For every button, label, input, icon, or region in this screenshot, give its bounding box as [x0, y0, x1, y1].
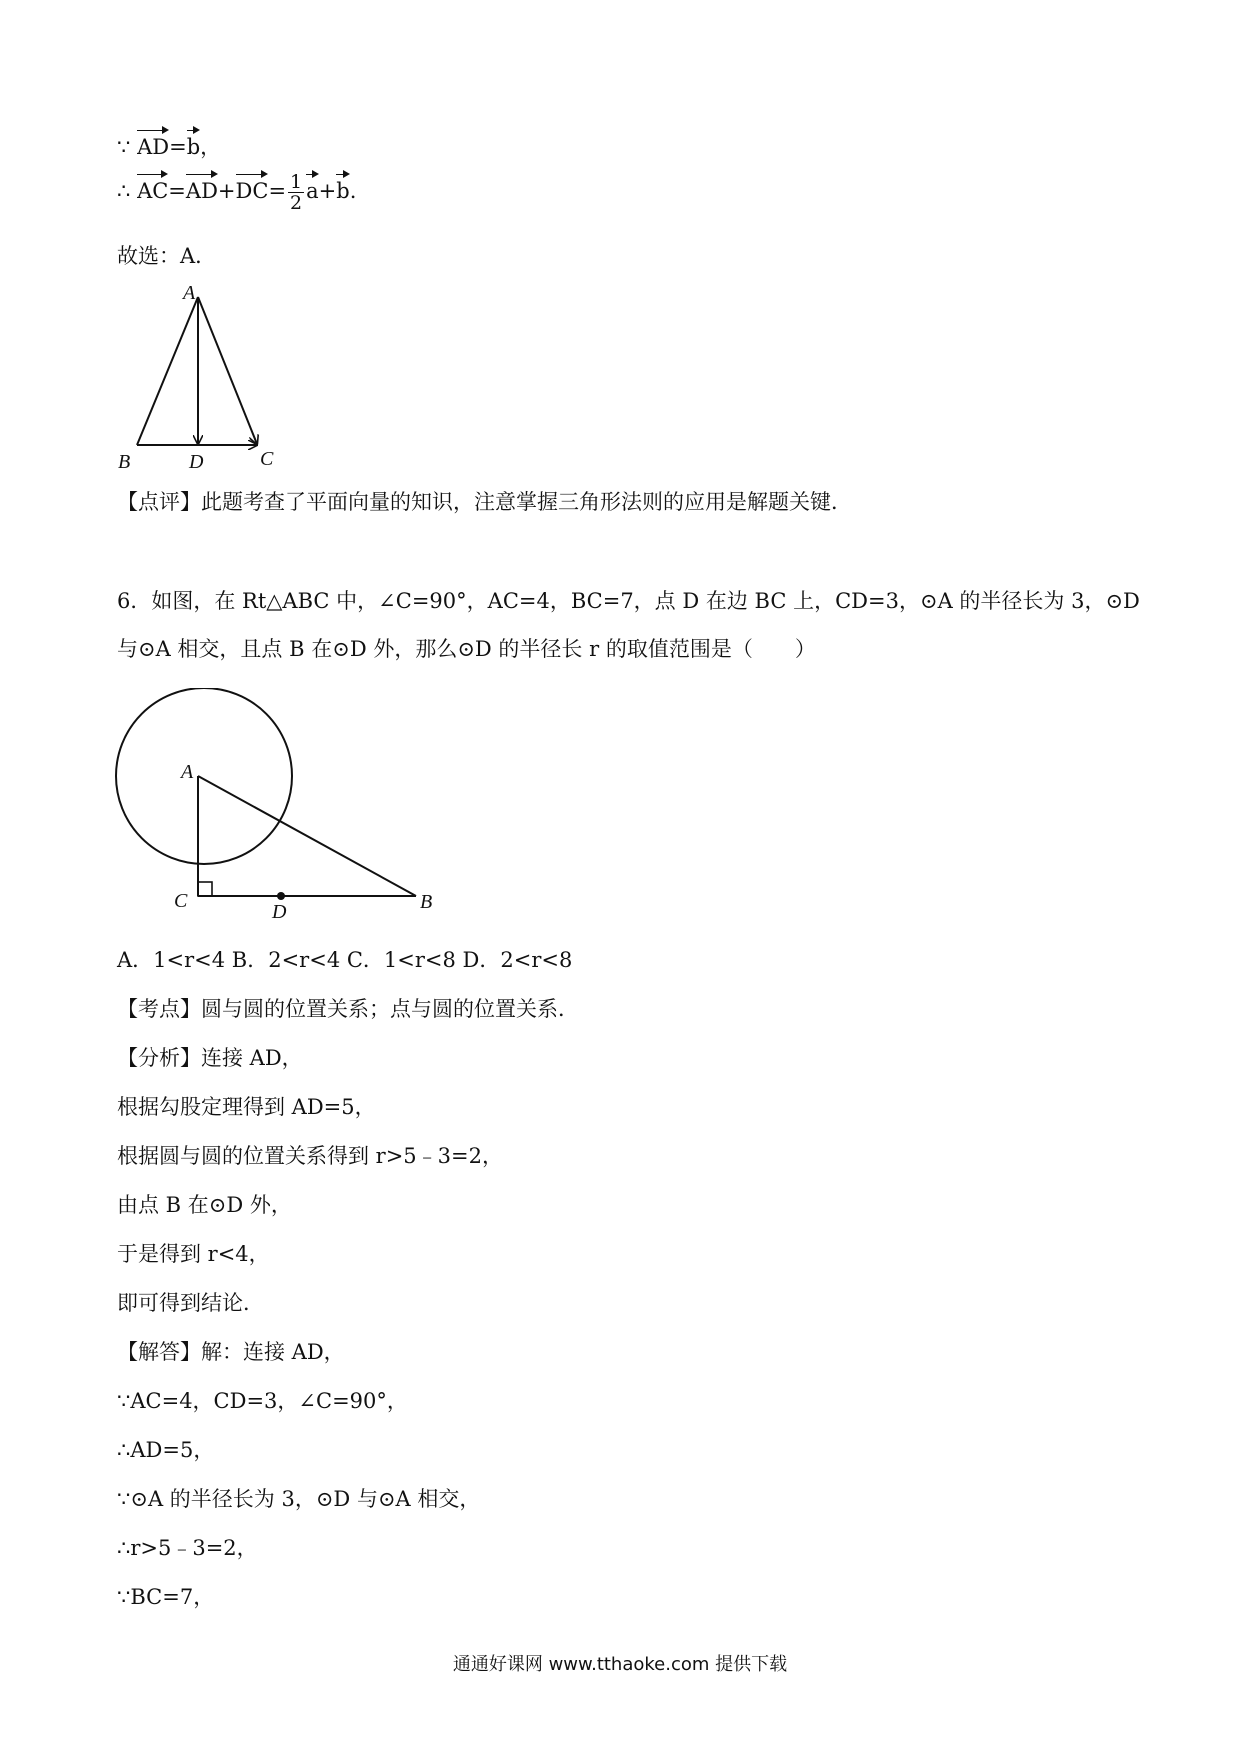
fraction-numerator: 1: [290, 171, 303, 193]
question-6-line-1: 6．如图，在 Rt△ABC 中，∠C=90°，AC=4，BC=7，点 D 在边 BC 上，CD=3，⊙A 的半径长为 3，⊙D: [117, 589, 1140, 613]
analysis-line: 【分析】连接 AD，: [117, 1046, 303, 1070]
analysis-step: 即可得到结论．: [117, 1291, 264, 1315]
equals-sign: =: [268, 179, 287, 203]
plus-sign: +: [217, 179, 236, 203]
label-d: D: [189, 451, 204, 473]
punctuation: .: [349, 179, 357, 203]
equals-sign: =: [169, 135, 187, 159]
label-b: B: [420, 891, 433, 913]
analysis-step: 根据圆与圆的位置关系得到 r>5﹣3=2，: [117, 1144, 503, 1168]
circle-triangle-figure: [110, 688, 450, 920]
label-c: C: [260, 448, 274, 470]
therefore-symbol: ∴: [117, 179, 131, 203]
label-a: A: [181, 761, 194, 783]
vector-dc: DC: [236, 174, 269, 206]
label-a: A: [183, 285, 196, 304]
vector-ad: AD: [186, 174, 218, 206]
label-c: C: [174, 890, 188, 912]
vector-ac: AC: [137, 174, 168, 206]
choices-line: A．1<r<4 B．2<r<4 C．1<r<8 D．2<r<8: [117, 948, 573, 972]
solution-step: ∴AD=5，: [117, 1438, 215, 1462]
vector-a: a: [306, 174, 319, 206]
solution-step: ∵BC=7，: [117, 1585, 215, 1609]
solution-step: ∵AC=4，CD=3，∠C=90°，: [117, 1389, 408, 1413]
plus-sign: +: [318, 179, 337, 203]
equals-sign: =: [168, 179, 186, 203]
answer-line: 故选：A．: [117, 244, 217, 268]
analysis-step: 于是得到 r<4，: [117, 1242, 270, 1266]
fraction-one-half: [288, 172, 304, 213]
analysis-step: 由点 B 在⊙D 外，: [117, 1193, 292, 1217]
because-symbol: ∵: [117, 135, 131, 159]
label-b: B: [118, 451, 131, 473]
solution-step: ∵⊙A 的半径长为 3，⊙D 与⊙A 相交，: [117, 1487, 481, 1511]
knowledge-point: 【考点】圆与圆的位置关系；点与圆的位置关系．: [117, 997, 579, 1021]
triangle-vector-figure: [115, 285, 280, 475]
comment-line: 【点评】此题考查了平面向量的知识，注意掌握三角形法则的应用是解题关键．: [117, 490, 852, 514]
question-6-line-2: 与⊙A 相交，且点 B 在⊙D 外，那么⊙D 的半径长 r 的取值范围是（ ）: [117, 637, 816, 661]
fraction-denominator: 2: [290, 192, 303, 214]
solution-line: 【解答】解：连接 AD，: [117, 1340, 345, 1364]
vector-ad: AD: [137, 130, 169, 162]
label-d: D: [272, 901, 287, 920]
analysis-step: 根据勾股定理得到 AD=5，: [117, 1095, 376, 1119]
vector-b: b: [187, 130, 200, 162]
punctuation: ，: [200, 135, 222, 159]
vector-b: b: [336, 174, 349, 206]
solution-step: ∴r>5﹣3=2，: [117, 1536, 258, 1560]
page-footer: 通通好课网 www.tthaoke.com 提供下载: [452, 1654, 788, 1675]
given-vector-ad: [117, 130, 221, 162]
vector-sum-equation: [117, 172, 356, 213]
